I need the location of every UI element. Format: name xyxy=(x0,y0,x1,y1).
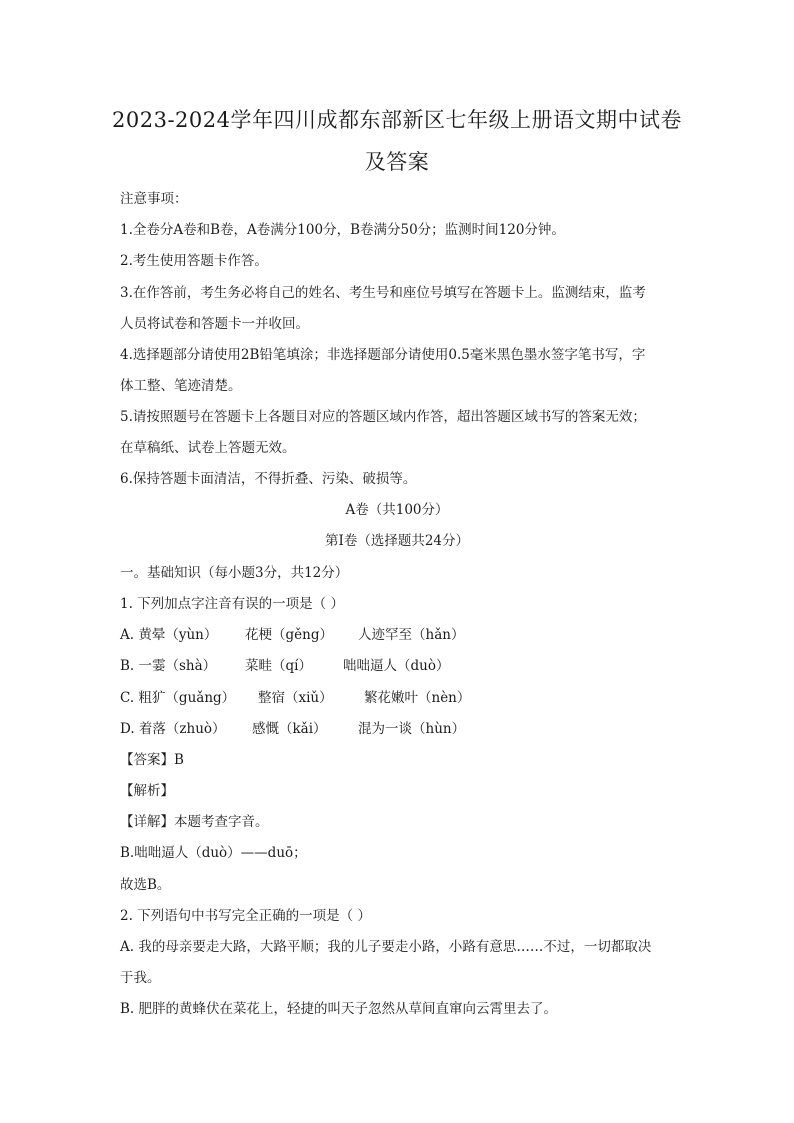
option-c-item-3: 繁花嫩叶（nèn） xyxy=(364,690,471,706)
option-d-item-2: 感慨（kǎi） xyxy=(252,721,327,737)
notice-item-3-line2: 人员将试卷和答题卡一并收回。 xyxy=(120,316,309,332)
notice-item-6: 6.保持答题卡面清洁，不得折叠、污染、破损等。 xyxy=(120,471,417,487)
notice-item-2: 2.考生使用答题卡作答。 xyxy=(120,253,268,269)
notice-item-5-line2: 在草稿纸、试卷上答题无效。 xyxy=(120,440,296,456)
notice-item-3-line1: 3.在作答前，考生务必将自己的姓名、考生号和座位号填写在答题卡上。监测结束，监考 xyxy=(120,285,646,301)
document-title-line2: 及答案 xyxy=(364,150,430,174)
question-2-stem: 2. 下列语句中书写完全正确的一项是（ ） xyxy=(120,908,371,924)
question-1-answer: 【答案】B xyxy=(120,752,184,768)
option-a-item-2: 花梗（gěng） xyxy=(245,627,333,643)
section-part-1: 第Ⅰ卷（选择题共24分） xyxy=(324,533,469,549)
option-c-item-1: C. 粗犷（guǎng） xyxy=(120,690,236,706)
question-1-stem: 1. 下列加点字注音有误的一项是（ ） xyxy=(120,596,344,612)
option-d-item-3: 混为一谈（hùn） xyxy=(358,721,466,737)
section-basic-knowledge: 一。基础知识（每小题3分，共12分） xyxy=(120,565,349,581)
question-2-option-a-line1: A. 我的母亲要走大路，大路平顺；我的儿子要走小路，小路有意思……不过，一切都取决 xyxy=(120,939,652,955)
question-2-option-b-line1: B. 肥胖的黄蜂伏在菜花上，轻捷的叫天子忽然从草间直窜向云霄里去了。 xyxy=(120,1001,558,1017)
option-b-item-3: 咄咄逼人（duò） xyxy=(343,658,450,674)
document-title-line1: 2023-2024学年四川成都东部新区七年级上册语文期中试卷 xyxy=(112,108,682,132)
notice-item-4-line2: 体工整、笔迹清楚。 xyxy=(120,378,242,394)
question-1-detail: 【详解】本题考查字音。 xyxy=(120,814,269,830)
notice-item-1: 1.全卷分A卷和B卷，A卷满分100分，B卷满分50分；监测时间120分钟。 xyxy=(120,222,565,238)
question-1-detail-b: B.咄咄逼人（duò）——duō； xyxy=(120,845,307,861)
option-b-item-1: B. 一霎（shà） xyxy=(120,658,217,674)
question-1-conclusion: 故选B。 xyxy=(120,877,171,893)
question-2-option-a-line2: 于我。 xyxy=(120,970,161,986)
option-a-item-1: A. 黄晕（yùn） xyxy=(120,627,218,643)
option-d-item-1: D. 着落（zhuò） xyxy=(120,721,226,737)
notice-heading: 注意事项： xyxy=(120,191,188,207)
question-1-analysis: 【解析】 xyxy=(120,783,174,799)
section-a-volume: A卷（共100分） xyxy=(345,502,449,518)
notice-item-4-line1: 4.选择题部分请使用2B铅笔填涂；非选择题部分请使用0.5毫米黑色墨水签字笔书写，字 xyxy=(120,347,646,363)
option-a-item-3: 人迹罕至（hǎn） xyxy=(358,627,465,643)
notice-item-5-line1: 5.请按照题号在答题卡上各题目对应的答题区域内作答，超出答题区域书写的答案无效； xyxy=(120,409,646,425)
option-b-item-2: 菜畦（qí） xyxy=(245,658,312,674)
option-c-item-2: 整宿（xiǔ） xyxy=(258,690,333,706)
